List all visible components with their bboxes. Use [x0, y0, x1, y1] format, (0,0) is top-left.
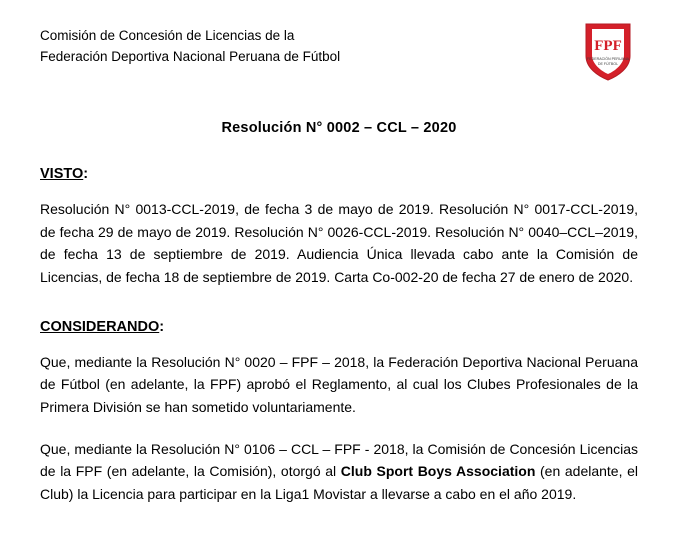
page-title: Resolución N° 0002 – CCL – 2020: [221, 120, 457, 136]
visto-paragraph: Resolución N° 0013-CCL-2019, de fecha 3 de mayo de 2019. Resolución N° 0017-CCL-2019, de fecha 29 de mayo de 2019. Resolución N° 0026-CCL-2019. Resolución N° 0040–CCL–2019, de fecha 13 de septiembre de 2019. Audiencia Única llevada cabo ante la Comisión de Licencias, de fecha 18 de septiembre de 2019. Carta Co-002-20 de fecha 27 de enero de 2020.: [40, 201, 638, 286]
club-name-highlight: Club Sport Boys Association: [340, 463, 536, 480]
section-heading-considerando-label: CONSIDERANDO: [40, 318, 160, 335]
section-heading-visto-label: VISTO: [40, 166, 84, 182]
paragraph-2-text-part-2: (en adelante, el Club) la Licencia para participar en la Liga1 Movistar a llevarse a cabo en el año 2019.: [40, 463, 639, 503]
organization-heading: [40, 22, 340, 68]
section-heading-considerando-colon: :: [159, 318, 165, 335]
document-header: [40, 22, 638, 84]
organization-line-1: Comisión de Concesión de Licencias de la: [40, 28, 295, 43]
considerando-paragraph-1: Que, mediante la Resolución N° 0020 – FPF – 2018, la Federación Deportiva Nacional Peruana de Fútbol (en adelante, la FPF) aprobó el Reglamento, al cual los Clubes Profesionales de la Primera División se han sometido voluntariamente.: [40, 353, 638, 416]
section-heading-considerando: [40, 319, 638, 335]
section-heading-visto-colon: :: [83, 166, 89, 182]
section-heading-visto: [40, 166, 638, 182]
svg-text:FPF: FPF: [594, 38, 622, 54]
svg-text:FEDERACIÓN PERUANA: FEDERACIÓN PERUANA: [587, 57, 629, 61]
paragraph-2-text-part-1: Que, mediante la Resolución N° 0106 – CCL – FPF - 2018, la Comisión de Concesión Licencias de la FPF (en adelante, la Comisión), otorgó al: [40, 440, 638, 480]
svg-text:DE FÚTBOL: DE FÚTBOL: [597, 62, 619, 66]
organization-line-2: Federación Deportiva Nacional Peruana de Fútbol: [40, 48, 341, 64]
fpf-crest-logo-icon: [582, 22, 634, 84]
considerando-paragraph-2: [40, 438, 638, 506]
